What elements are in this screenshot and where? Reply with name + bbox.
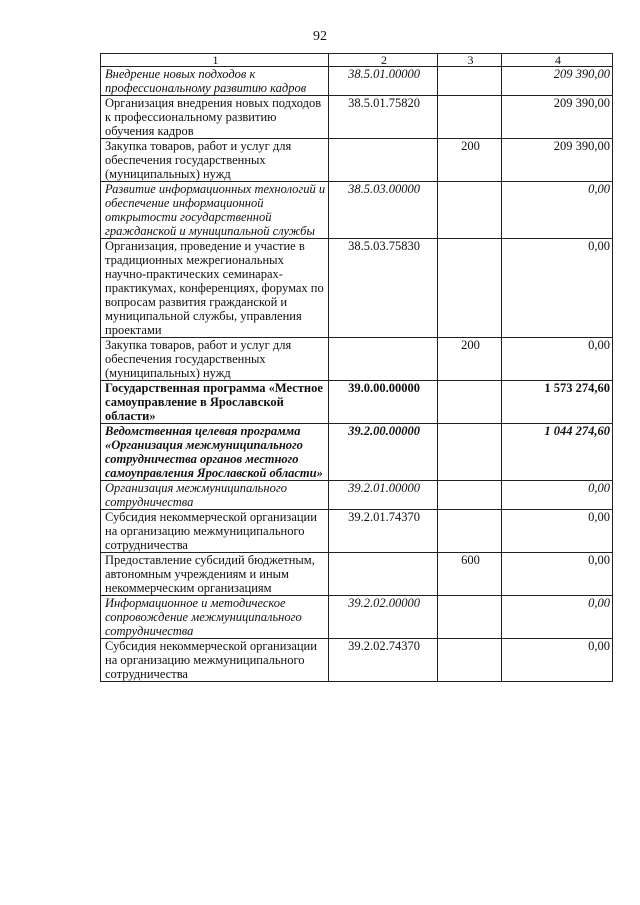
row-amount-cell: 0,00 <box>502 553 613 596</box>
row-name-cell: Ведомственная целевая программа «Организация межмуниципального сотрудничества органов местного самоуправления Ярославской области» <box>101 424 329 481</box>
row-name-cell: Информационное и методическое сопровождение межмуниципального сотрудничества <box>101 596 329 639</box>
row-amount-cell: 1 044 274,60 <box>502 424 613 481</box>
row-type-cell <box>438 639 502 682</box>
table-row <box>101 424 613 481</box>
row-amount-cell: 0,00 <box>502 182 613 239</box>
row-type-cell <box>438 596 502 639</box>
column-header: 2 <box>329 54 438 67</box>
table-row <box>101 596 613 639</box>
table-row <box>101 553 613 596</box>
row-code-cell: 38.5.03.00000 <box>329 182 438 239</box>
row-name-cell: Предоставление субсидий бюджетным, автономным учреждениям и иным некоммерческим организациям <box>101 553 329 596</box>
row-amount-cell: 0,00 <box>502 481 613 510</box>
row-code-cell: 39.2.01.74370 <box>329 510 438 553</box>
row-type-cell <box>438 424 502 481</box>
row-amount-cell: 0,00 <box>502 510 613 553</box>
table-row <box>101 96 613 139</box>
table-row <box>101 239 613 338</box>
table-body <box>101 67 613 682</box>
row-code-cell: 39.2.01.00000 <box>329 481 438 510</box>
row-code-cell: 39.2.00.00000 <box>329 424 438 481</box>
row-type-cell: 200 <box>438 338 502 381</box>
row-code-cell: 38.5.01.00000 <box>329 67 438 96</box>
row-code-cell: 38.5.03.75830 <box>329 239 438 338</box>
table-row <box>101 182 613 239</box>
row-code-cell: 39.0.00.00000 <box>329 381 438 424</box>
row-amount-cell: 0,00 <box>502 639 613 682</box>
header-row <box>101 54 613 67</box>
row-type-cell <box>438 67 502 96</box>
row-amount-cell: 209 390,00 <box>502 67 613 96</box>
row-name-cell: Внедрение новых подходов к профессиональному развитию кадров <box>101 67 329 96</box>
row-code-cell: 38.5.01.75820 <box>329 96 438 139</box>
table-row <box>101 481 613 510</box>
column-header: 3 <box>438 54 502 67</box>
row-type-cell <box>438 510 502 553</box>
table-row <box>101 338 613 381</box>
row-name-cell: Государственная программа «Местное самоуправление в Ярославской области» <box>101 381 329 424</box>
row-name-cell: Организация межмуниципального сотрудничества <box>101 481 329 510</box>
row-code-cell: 39.2.02.00000 <box>329 596 438 639</box>
row-name-cell: Развитие информационных технологий и обеспечение информационной открытости государственной гражданской и муниципальной службы <box>101 182 329 239</box>
row-type-cell <box>438 381 502 424</box>
row-code-cell <box>329 139 438 182</box>
row-type-cell <box>438 481 502 510</box>
row-type-cell: 600 <box>438 553 502 596</box>
row-name-cell: Закупка товаров, работ и услуг для обеспечения государственных (муниципальных) нужд <box>101 338 329 381</box>
page-number: 92 <box>313 29 327 44</box>
table-row <box>101 67 613 96</box>
budget-table <box>100 53 613 682</box>
row-type-cell <box>438 96 502 139</box>
row-name-cell: Субсидия некоммерческой организации на организацию межмуниципального сотрудничества <box>101 510 329 553</box>
column-header: 4 <box>502 54 613 67</box>
row-name-cell: Организация, проведение и участие в традиционных межрегиональных научно-практических семинарах-практикумах, конференциях, форумах по вопросам развития гражданской и муниципальной службы, управления проектами <box>101 239 329 338</box>
row-code-cell <box>329 338 438 381</box>
table-row <box>101 139 613 182</box>
row-type-cell <box>438 239 502 338</box>
row-amount-cell: 209 390,00 <box>502 96 613 139</box>
row-code-cell: 39.2.02.74370 <box>329 639 438 682</box>
table-row <box>101 639 613 682</box>
row-type-cell: 200 <box>438 139 502 182</box>
column-header: 1 <box>101 54 329 67</box>
row-amount-cell: 0,00 <box>502 338 613 381</box>
row-name-cell: Закупка товаров, работ и услуг для обеспечения государственных (муниципальных) нужд <box>101 139 329 182</box>
row-name-cell: Субсидия некоммерческой организации на организацию межмуниципального сотрудничества <box>101 639 329 682</box>
row-type-cell <box>438 182 502 239</box>
row-amount-cell: 0,00 <box>502 239 613 338</box>
table-row <box>101 510 613 553</box>
table-row <box>101 381 613 424</box>
row-amount-cell: 0,00 <box>502 596 613 639</box>
row-code-cell <box>329 553 438 596</box>
row-amount-cell: 209 390,00 <box>502 139 613 182</box>
row-name-cell: Организация внедрения новых подходов к профессиональному развитию обучения кадров <box>101 96 329 139</box>
row-amount-cell: 1 573 274,60 <box>502 381 613 424</box>
